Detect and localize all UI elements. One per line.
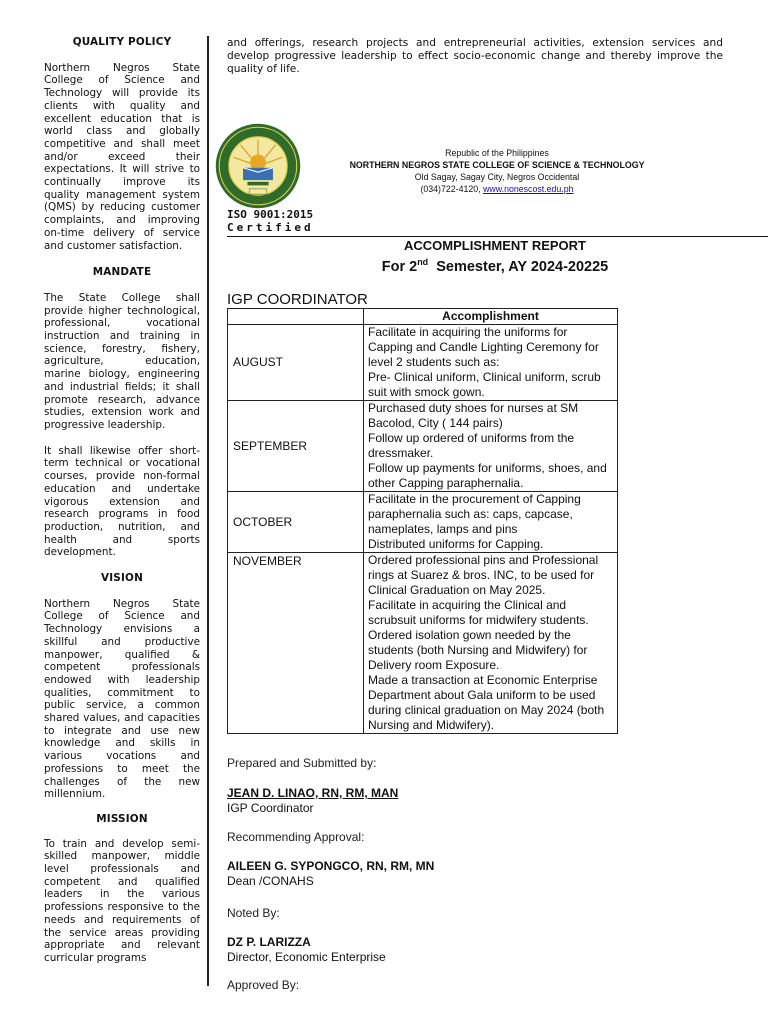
recommending-label: Recommending Approval: <box>227 830 365 844</box>
noted-name: DZ P. LARIZZA <box>227 935 311 949</box>
report-title-block <box>300 238 690 277</box>
prepared-name: JEAN D. LINAO, RN, RM, MAN <box>227 786 399 800</box>
iso-certification <box>227 208 314 234</box>
approved-label: Approved By: <box>227 978 300 992</box>
accomplishment-table <box>227 308 618 734</box>
month-cell: OCTOBER <box>228 492 364 553</box>
college-letterhead <box>312 147 682 195</box>
section-heading: IGP COORDINATOR <box>227 291 368 308</box>
accomplishment-cell: Facilitate in the procurement of Capping paraphernalia such as: caps, capcase, nameplates, lamps and pins Distributed uniforms for Capping. <box>364 492 618 553</box>
recommending-signatory <box>227 859 434 889</box>
college-address: Old Sagay, Sagay City, Negros Occidental <box>414 172 580 182</box>
recommending-name: AILEEN G. SYPONGCO, RN, RM, MN <box>227 859 435 873</box>
report-title: ACCOMPLISHMENT REPORT <box>404 238 586 253</box>
month-column-header <box>228 309 364 325</box>
vertical-divider <box>207 36 209 986</box>
iso-standard: ISO 9001:2015 <box>227 208 314 221</box>
table-header-row <box>228 309 618 325</box>
accomplishment-cell: Purchased duty shoes for nurses at SM Bacolod, City ( 144 pairs) Follow up ordered of uniforms from the dressmaker. Follow up payments for uniforms, shoes, and other Capping paraphernalia. <box>364 401 618 492</box>
accomplishment-cell: Ordered professional pins and Professional rings at Suarez & bros. INC, to be used for Clinical Graduation on May 2025. Facilitate in acquiring the Clinical and scrubsuit uniforms for midwifery students. Ordered isolation gown needed by the students (both Nursing and Midwifery) for Delivery room Exposure. Made a transaction at Economic Enterprise Department about Gala uniform to be used during clinical graduation on May 2024 (both Nursing and Midwifery). <box>364 553 618 734</box>
month-cell: SEPTEMBER <box>228 401 364 492</box>
noted-signatory <box>227 935 386 965</box>
table-row <box>228 553 618 734</box>
prepared-signatory <box>227 786 398 816</box>
table-row <box>228 492 618 553</box>
quality-policy-heading: QUALITY POLICY <box>72 36 172 48</box>
header-rule <box>227 236 768 237</box>
accomplishment-cell: Facilitate in acquiring the uniforms for Capping and Candle Lighting Ceremony for level 2 students such as: Pre- Clinical uniform, Clinical uniform, scrub suit with smock gown. <box>364 325 618 401</box>
report-subtitle: For 2nd Semester, AY 2024-20225 <box>381 257 609 275</box>
table-row <box>228 401 618 492</box>
accomplishment-column-header: Accomplishment <box>364 309 618 325</box>
college-name: NORTHERN NEGROS STATE COLLEGE OF SCIENCE & TECHNOLOGY <box>349 160 645 170</box>
college-seal-logo <box>214 122 302 210</box>
republic-line: Republic of the Philippines <box>445 148 549 158</box>
prepared-label: Prepared and Submitted by: <box>227 756 377 770</box>
mandate-text-2: It shall likewise offer short-term technical or vocational courses, provide non-formal education and undertake vigorous extension and research programs in food production, nutrition, and health and sports development. <box>44 444 200 559</box>
sidebar <box>44 36 200 965</box>
mandate-text: The State College shall provide higher technological, professional, vocational instruction and training in science, forestry, fishery, agriculture, education, marine biology, engineering and industrial fields; it shall promote research, advance studies, extension work and progressive leadership. <box>44 291 200 431</box>
prepared-title: IGP Coordinator <box>227 801 314 815</box>
mission-continued-text: and offerings, research projects and entrepreneurial activities, extension services and develop progressive leadership to effect socio-economic change and thereby improve the quality of life. <box>227 37 723 75</box>
noted-title: Director, Economic Enterprise <box>227 950 386 964</box>
noted-label: Noted By: <box>227 906 280 920</box>
table-row <box>228 325 618 401</box>
mission-heading: MISSION <box>96 812 148 825</box>
month-cell: AUGUST <box>228 325 364 401</box>
month-cell: NOVEMBER <box>228 553 364 734</box>
vision-text: Northern Negros State College of Science and Technology envisions a skillful and productive manpower, qualified & competent professionals endowed with leadership qualities, commitment to public service, a common shared values, and capacities to integrate and use new knowledge and skills in various vocations and professions to meet the challenges of the new millennium. <box>44 597 200 801</box>
iso-certified-label: Certified <box>227 221 314 234</box>
mandate-heading: MANDATE <box>92 266 152 279</box>
recommending-title: Dean /CONAHS <box>227 874 314 888</box>
website-link[interactable]: www.nonescost.edu.ph <box>483 184 574 194</box>
contact-line <box>312 183 682 195</box>
phone-number: (034)722-4120, <box>420 184 484 194</box>
mission-text: To train and develop semi-skilled manpower, middle level professionals and competent and qualified leaders in the various professions responsive to the needs and requirements of the service areas providing appropriate and relevant curricular programs <box>44 837 200 964</box>
vision-heading: VISION <box>101 572 143 585</box>
quality-policy-text: Northern Negros State College of Science and Technology will provide its clients with quality and excellent education that is world class and globally competitive and shall meet and/or exceed their expectations. It will strive to continually improve its quality management system (QMS) by reducing customer complaints, and improving on-time delivery of service and customer satisfaction. <box>44 61 200 252</box>
